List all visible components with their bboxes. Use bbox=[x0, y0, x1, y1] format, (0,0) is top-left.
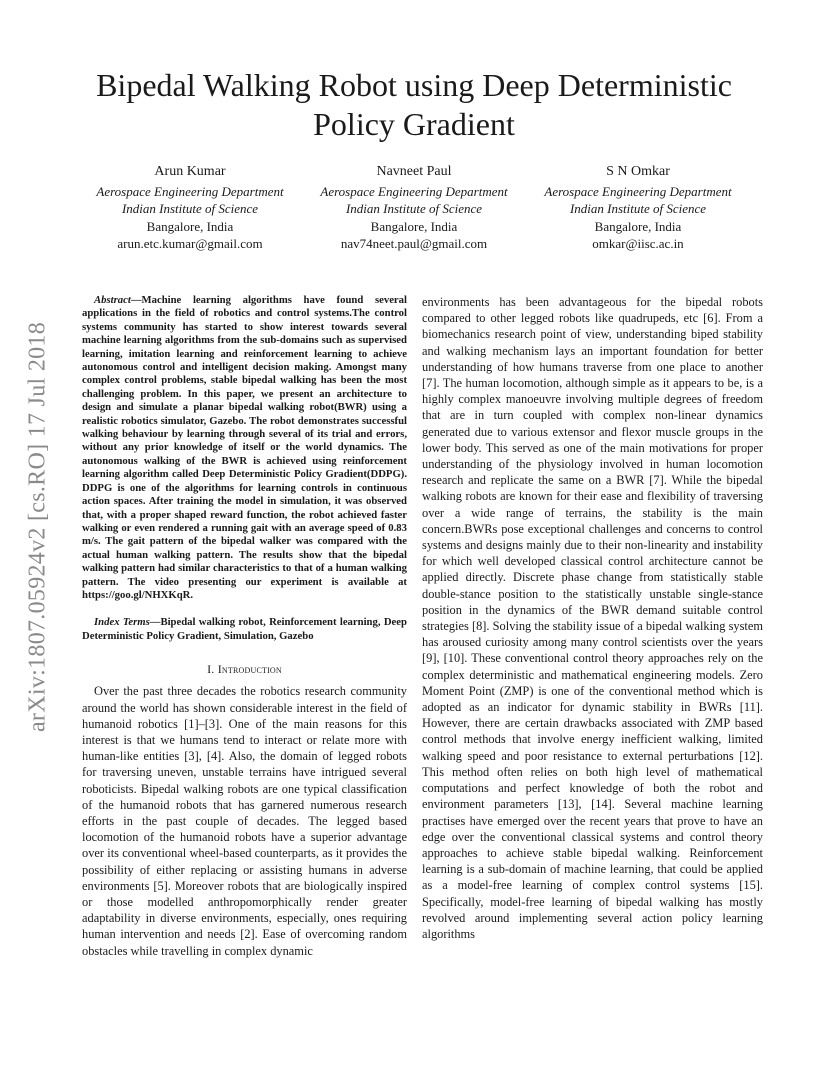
author-1 bbox=[85, 163, 295, 253]
section-number: I. bbox=[207, 662, 218, 677]
section-heading-introduction bbox=[82, 661, 407, 677]
introduction-continued-paragraph: environments has been advantageous for the bipedal robots compared to other legged robots like quadrupeds, etc [6]. From a biomechanics research point of view, understanding biped stability and walking mechanism lays an important foundation for better understanding of how humans traverse from one place to another [7]. The human locomotion, although simple as it appears to be, is a highly complex manoeuvre involving multiple degrees of freedom that are in turn coupled with complex non-linear dynamics generated due to various extensor and flexor muscle groups in the lower body. This served as one of the main motivations for proper understanding of the physiology involved in human locomotion research and replicate the same on a BWR [7]. While the bipedal walking robots are known for their ease and flexibility of traversing over a wide range of terrains, the stability is the main concern.BWRs pose exceptional challenges and concerns to control systems and designs mainly due to their non-linearity and instability for which well developed classical control architecture cannot be applied directly. Discrete phase change from statistically stable double-stance position to the statistically unstable single-stance position in the dynamics of the BWR demand suitable control strategies [8]. Solving the stability issue of a bipedal walking system has aroused curiosity among many control scientists over the years [9], [10]. These conventional control theory approaches rely on the complex deterministic and mathematical engineering models. Zero Moment Point (ZMP) is one of the conventional method which is adopted as an indicator for dynamic stability in BWRs [11]. However, there are certain drawbacks associated with ZMP based control methods that involve energy inefficient walking, limited walking speed and poor resistance to external perturbations [12]. This method often relies on both high level of mathematical computations and perfect knowledge of both the robot and environment parameters [13], [14]. Several machine learning practises have emerged over the recent years that prove to have an edge over the conventional classical systems and control theory approaches to achieve stable bipedal walking. Reinforcement learning is a sub-domain of machine learning, that could be applied as a model-free learning of complex control systems [15]. Specifically, model-free learning of bipedal walking has mostly revolved around implementing several action policy learning algorithms bbox=[422, 295, 763, 941]
author-institution: Indian Institute of Science bbox=[569, 201, 707, 216]
abstract-text: —Machine learning algorithms have found several applications in the field of robotics and control systems.The control systems community has started to show interest towards several machine learning algorithms from the sub-domains such as supervised learning, imitation learning and reinforcement learning to achieve autonomous control and intelligent decision making. Amongst many complex control problems, stable bipedal walking has been the most challenging problem. In this paper, we present an architecture to design and simulate a planar bipedal walking robot(BWR) using a realistic robotics simulator, Gazebo. The robot demonstrates successful walking behaviour by learning through several of its trial and errors, without any prior knowledge of itself or the world dynamics. The autonomous walking of the BWR is achieved using reinforcement learning algorithm called Deep Deterministic Policy Gradient(DDPG). DDPG is one of the algorithms for learning controls in continuous action spaces. After training the model in simulation, it was observed that, with a proper shaped reward function, the robot achieved faster walking or even rendered a running gait with an average speed of 0.83 m/s. The gait pattern of the bipedal walker was compared with the actual human walking pattern. The results show that the bipedal walking pattern had similar characteristics to that of a human walking pattern. The video presenting our experiment is available at https://goo.gl/NHXKqR. bbox=[82, 294, 407, 601]
left-column bbox=[82, 294, 407, 959]
author-2 bbox=[309, 163, 519, 253]
author-email: nav74neet.paul@gmail.com bbox=[340, 236, 488, 251]
author-3 bbox=[533, 163, 743, 253]
author-email: arun.etc.kumar@gmail.com bbox=[117, 236, 263, 251]
author-email: omkar@iisc.ac.in bbox=[592, 236, 684, 251]
arxiv-identifier-text: arXiv:1807.05924v2 [cs.RO] 17 Jul 2018 bbox=[24, 321, 51, 733]
introduction-paragraph: Over the past three decades the robotics research community around the world has shown considerable interest in the field of humanoid robotics [1]–[3]. One of the main reasons for this interest is that we humans tend to interact or relate more with human-like entities [3], [4]. Also, the domain of legged robots for traversing uneven, unstable terrains have intrigued several roboticists. Bipedal walking robots are one typical classification of the humanoid robots that has garnered numerous research efforts in the past couple of decades. The legged based locomotion of the humanoid robots have a superior advantage over its conventional wheel-based counterparts, as it provides the possibility of either replacing or assisting humans in adverse environments [5]. Moreover robots that are biologically inspired or those modelled anthropomorphically render greater adaptability in diverse environments, especially, ones requiring human intervention and needs [2]. Ease of overcoming random obstacles while travelling in complex dynamic bbox=[82, 684, 407, 958]
author-name: Arun Kumar bbox=[154, 164, 226, 179]
author-department: Aerospace Engineering Department bbox=[320, 183, 508, 199]
author-department: Aerospace Engineering Department bbox=[544, 183, 732, 199]
paper-title: Bipedal Walking Robot using Deep Deterministic Policy Gradient bbox=[96, 67, 732, 142]
author-city: Bangalore, India bbox=[594, 218, 682, 234]
arxiv-identifier-stamp bbox=[24, 292, 52, 762]
index-terms-lead: Index Terms bbox=[94, 616, 150, 629]
author-name: Navneet Paul bbox=[376, 164, 452, 179]
index-terms-text: —Bipedal walking robot, Reinforcement learning, Deep Deterministic Policy Gradient, Simulation, Gazebo bbox=[82, 616, 407, 642]
abstract-lead: Abstract bbox=[94, 294, 131, 306]
right-column bbox=[422, 294, 763, 942]
abstract bbox=[82, 294, 407, 602]
author-city: Bangalore, India bbox=[370, 218, 458, 234]
author-department: Aerospace Engineering Department bbox=[96, 183, 284, 199]
author-institution: Indian Institute of Science bbox=[121, 201, 259, 216]
author-name: S N Omkar bbox=[606, 164, 670, 179]
index-terms bbox=[82, 616, 407, 643]
section-title: Introduction bbox=[217, 662, 282, 677]
author-institution: Indian Institute of Science bbox=[345, 201, 483, 216]
author-city: Bangalore, India bbox=[146, 218, 234, 234]
